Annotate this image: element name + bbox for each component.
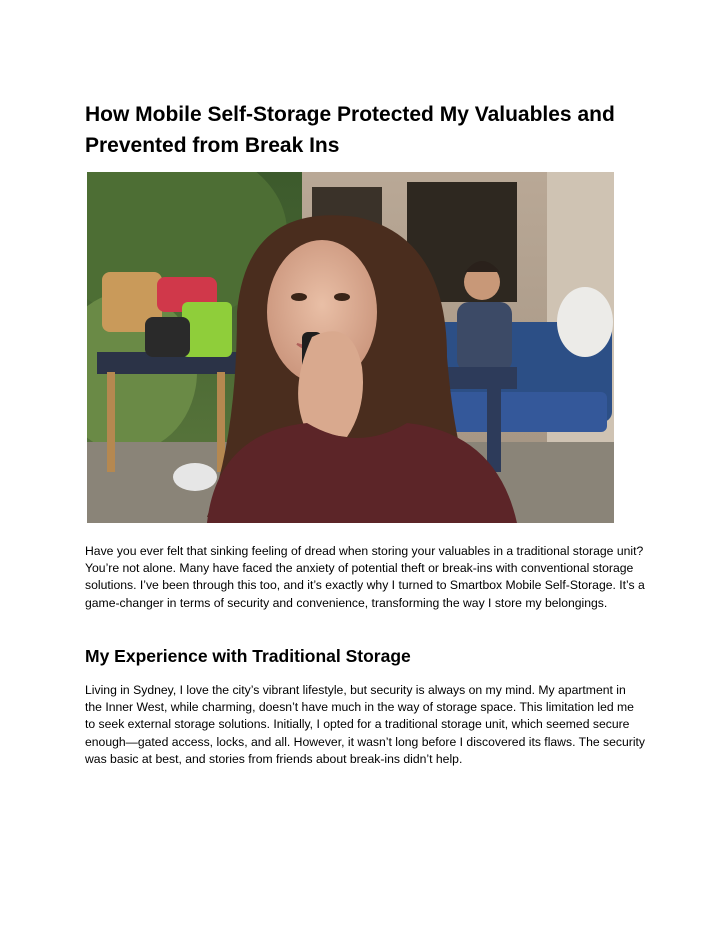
section-heading: My Experience with Traditional Storage — [85, 646, 411, 666]
hero-photo — [87, 172, 614, 523]
intro-paragraph: Have you ever felt that sinking feeling of dread when storing your valuables in a traditional storage unit? You’re not alone. Many have faced the anxiety of potential theft or break-ins with conventional storage solutions. I’ve been through this too, and it’s exactly why I turned to Smartbox Mobile Self-Storage. It’s a game-changer in terms of security and convenience, transforming the way I store my belongings. — [85, 544, 645, 610]
section-paragraph: Living in Sydney, I love the city’s vibrant lifestyle, but security is always on my mind. My apartment in the Inner West, while charming, doesn’t have much in the way of storage space. This limitation led me to seek external storage solutions. Initially, I opted for a traditional storage unit, which seemed secure enough—gated access, locks, and all. However, it wasn’t long before I discovered its flaws. The security was basic at best, and stories from friends about break-ins didn’t help. — [85, 683, 646, 766]
article-title: How Mobile Self-Storage Protected My Valuables and Prevented from Break Ins — [85, 103, 615, 157]
